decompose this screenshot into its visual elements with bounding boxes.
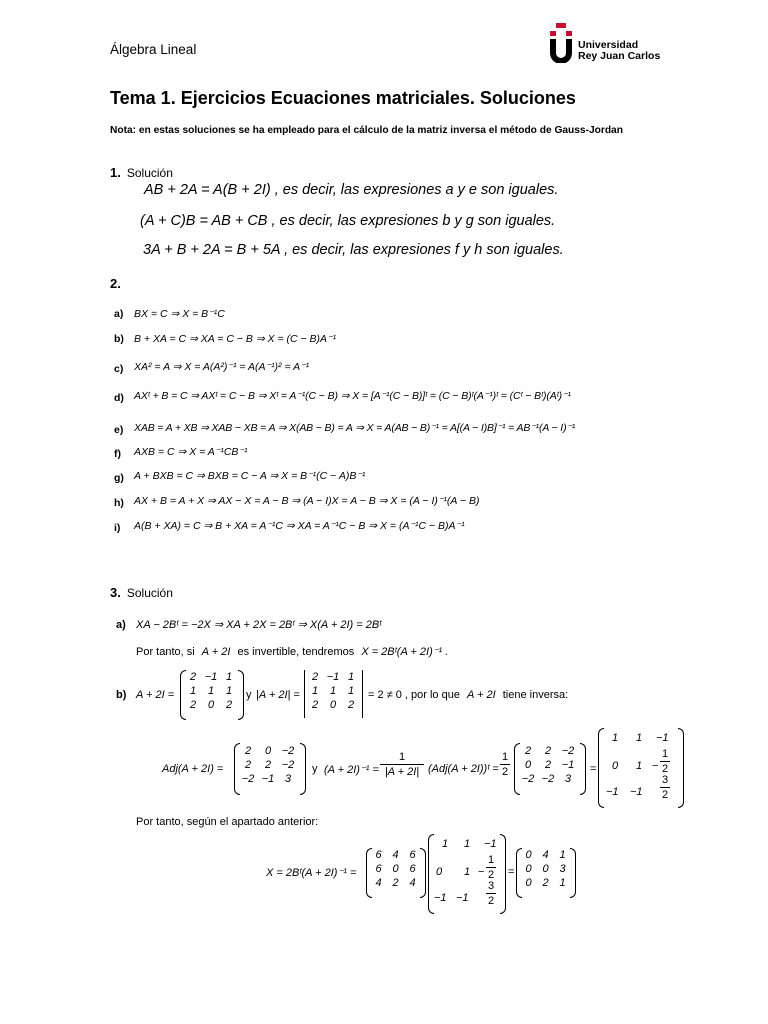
matrix-cell: 3 [564,773,572,785]
matrix-cell: 0 [392,863,399,875]
matrix-cell: 2 [542,877,549,889]
paren [300,743,306,795]
s3-b-det-res3: tiene inversa: [502,689,569,701]
frac-den: 2 [487,869,495,881]
paren [580,743,586,795]
s3-a-text1: Por tanto, si [136,646,195,658]
frac-line [486,893,496,894]
frac-num: 1 [661,748,669,760]
frac-den: 2 [661,789,669,801]
s2-eq-f: AXB = C ⇒ X = A⁻¹CB⁻¹ [134,446,248,458]
frac-neg-half [486,854,496,881]
s3-a-text [136,645,448,658]
matrix-inverse [604,728,676,806]
matrix-cell: 2 [524,745,532,757]
s3-x-lhs: X = 2Bᵗ(A + 2I)⁻¹ = [266,867,357,879]
matrix-cell: 2 [244,759,252,771]
matrix-cell: 0 [436,866,443,878]
matrix-a2i [184,671,238,711]
matrix-cell: 1 [189,685,197,697]
matrix-cell: 1 [207,685,215,697]
minus-sign: − [652,760,659,772]
matrix-cell: 4 [375,877,382,889]
matrix-cell: −1 [656,732,669,744]
s3-b-det-res: = 2 ≠ 0 , por lo que [368,689,460,701]
s2-label-b: b) [114,333,124,345]
matrix-cell: −1 [204,671,218,683]
matrix-cell: 1 [311,685,319,697]
frac-den: 2 [501,766,509,778]
frac-one-over-det [380,751,424,778]
section-3-number: 3. [110,585,121,600]
minus-sign: − [478,866,485,878]
matrix-cell: −1 [630,786,643,798]
frac-line [660,787,670,788]
frac-line [500,764,510,765]
s3-eq-sign: = [590,763,597,775]
frac-den: 2 [661,763,669,775]
frac-num: 1 [501,751,509,763]
s3-label-a: a) [116,619,126,631]
matrix-cell: 0 [525,849,532,861]
s2-label-d: d) [114,392,124,404]
matrix-cell: −2 [521,773,535,785]
matrix-cell: 4 [542,849,549,861]
university-logo-icon [547,23,575,63]
s2-label-c: c) [114,363,124,375]
page-title: Tema 1. Ejercicios Ecuaciones matriciales. Soluciones [110,88,576,108]
matrix-cell: 1 [347,671,355,683]
matrix-cell: −1 [456,892,469,904]
s3-b-det: |A + 2I| = [256,689,300,701]
matrix-cell: −2 [541,773,555,785]
s2-eq-g: A + BXB = C ⇒ BXB = C − A ⇒ X = B⁻¹(C − A)B⁻¹ [134,470,366,482]
matrix-adj-transposed [518,745,578,785]
s2-label-i: i) [114,522,121,534]
s3-eq-sign-2: = [508,866,515,878]
s3-a-text2: A + 2I [201,646,231,658]
matrix-cell: 2 [189,671,197,683]
det-bar [362,670,363,718]
s2-eq-c: XA² = A ⇒ X = A(A²)⁻¹ = A(A⁻¹)² = A⁻¹ [134,361,310,373]
section-1-number: 1. [110,165,121,180]
s2-eq-i: A(B + XA) = C ⇒ B + XA = A⁻¹C ⇒ XA = A⁻¹C − B ⇒ X = (A⁻¹C − B)A⁻¹ [134,520,465,532]
det-bar [304,670,305,718]
matrix-cell: 0 [612,760,619,772]
matrix-cell: 1 [636,760,643,772]
matrix-cell: 2 [544,745,552,757]
matrix-cell: 1 [464,866,471,878]
s3-label-b: b) [116,689,127,701]
matrix-cell: 6 [409,849,416,861]
matrix-cell: −2 [281,745,295,757]
frac-line [380,764,424,765]
university-line2: Rey Juan Carlos [578,50,661,62]
matrix-cell: 0 [542,863,549,875]
s2-eq-e: XAB = A + XB ⇒ XAB − XB = A ⇒ X(AB − B) = A ⇒ X = A(AB − B)⁻¹ = A[(A − I)B]⁻¹ = AB⁻¹(A − I)⁻¹ [134,422,576,434]
header-subject: Álgebra Lineal [110,42,197,57]
s2-eq-a: BX = C ⇒ X = B⁻¹C [134,308,225,320]
matrix-cell: 4 [392,849,399,861]
matrix-cell: −1 [484,838,497,850]
matrix-cell: 6 [409,863,416,875]
matrix-cell: −2 [241,773,255,785]
matrix-adj [238,745,298,785]
matrix-cell: −2 [561,745,575,757]
s3-inv-lhs: (A + 2I)⁻¹ = [324,764,379,776]
s1-line-2: (A + C)B = AB + CB , es decir, las expresiones b y g son iguales. [140,213,556,229]
matrix-cell: 2 [264,759,272,771]
s3-b-y: y [246,689,252,701]
matrix-cell: 1 [559,849,566,861]
frac-den: 2 [487,895,495,907]
matrix-cell: 1 [347,685,355,697]
matrix-cell: 4 [409,877,416,889]
frac-line [486,867,496,868]
s2-eq-d: AXᵗ + B = C ⇒ AXᵗ = C − B ⇒ Xᵗ = A⁻¹(C − B) ⇒ X = [A⁻¹(C − B)]ᵗ = (C − B)ᵗ(A⁻¹)ᵗ = (Cᵗ − Bᵗ)(Aᵗ)⁻¹ [134,390,571,402]
s3-eq-a: XA − 2Bᵗ = −2X ⇒ XA + 2X = 2Bᵗ ⇒ X(A + 2I) = 2Bᵗ [136,619,382,631]
matrix-cell: 2 [311,671,319,683]
matrix-cell: 1 [612,732,619,744]
s1-line-1: AB + 2A = A(B + 2I) , es decir, las expresiones a y e son iguales. [144,182,559,198]
frac-num: 3 [661,774,669,786]
paren [500,834,506,914]
matrix-cell: 6 [375,849,382,861]
section-2-heading: 2. [110,276,121,291]
matrix-cell: −1 [326,671,340,683]
frac-num: 1 [398,751,406,763]
matrix-cell: 3 [559,863,566,875]
matrix-cell: 1 [559,877,566,889]
s3-b-lhs: A + 2I = [136,689,175,701]
frac-line [660,761,670,762]
frac-den: |A + 2I| [384,766,420,778]
matrix-cell: 0 [524,759,532,771]
s3-adj-t: (Adj(A + 2I))ᵗ = [428,763,499,775]
s3-b-det-result [368,689,568,701]
matrix-cell: 2 [347,699,355,711]
matrix-cell: 1 [329,685,337,697]
matrix-cell: 0 [264,745,272,757]
s2-label-f: f) [114,448,121,460]
note: Nota: en estas soluciones se ha empleado para el cálculo de la matriz inversa el método de Gauss-Jordan [110,125,623,136]
paren [570,848,576,898]
matrix-cell: 2 [392,877,399,889]
s2-label-h: h) [114,497,124,509]
s2-eq-h: AX + B = A + X ⇒ AX − X = A − B ⇒ (A − I)X = A − B ⇒ X = (A − I)⁻¹(A − B) [134,495,480,507]
university-line1: Universidad [578,39,639,51]
matrix-cell: −1 [606,786,619,798]
paren [238,670,244,720]
s3-a-text3: es invertible, tendremos [237,646,355,658]
frac-neg-half [660,748,670,775]
s3-adj-lhs: Adj(A + 2I) = [162,763,224,775]
matrix-cell: 6 [375,863,382,875]
matrix-cell: 3 [284,773,292,785]
s1-line-3: 3A + B + 2A = B + 5A , es decir, las expresiones f y h son iguales. [143,242,564,258]
s2-label-e: e) [114,424,124,436]
matrix-2bt [370,849,421,889]
frac-half [500,751,510,778]
section-3-heading [110,585,173,600]
matrix-cell: 1 [442,838,449,850]
matrix-det [306,671,360,711]
matrix-cell: 2 [189,699,197,711]
matrix-result [520,849,571,889]
matrix-cell: 0 [525,863,532,875]
s2-label-g: g) [114,472,124,484]
matrix-cell: 2 [311,699,319,711]
matrix-cell: 1 [464,838,471,850]
section-3-label: Solución [126,586,173,600]
university-name [578,40,660,62]
matrix-cell: 1 [636,732,643,744]
matrix-cell: 0 [329,699,337,711]
frac-three-halves [660,774,670,801]
s2-label-a: a) [114,308,124,320]
section-1-heading [110,165,173,180]
matrix-cell: 1 [225,685,233,697]
s3-b-det-res2: A + 2I [467,689,496,701]
matrix-cell: −1 [561,759,575,771]
paren [420,848,426,898]
frac-num: 1 [487,854,495,866]
matrix-cell: 0 [207,699,215,711]
s3-text-final: Por tanto, según el apartado anterior: [136,816,319,828]
s3-adj-y: y [312,763,318,775]
frac-num: 3 [487,880,495,892]
matrix-cell: −1 [434,892,447,904]
section-1-label: Solución [126,166,173,180]
matrix-cell: −1 [261,773,275,785]
matrix-cell: 2 [544,759,552,771]
matrix-inverse-2 [434,834,506,912]
frac-three-halves [486,880,496,907]
s3-a-text4: X = 2Bᵗ(A + 2I)⁻¹ . [361,646,449,658]
matrix-cell: 0 [525,877,532,889]
s2-eq-b: B + XA = C ⇒ XA = C − B ⇒ X = (C − B)A⁻¹ [134,333,337,345]
paren [678,728,684,808]
matrix-cell: 1 [225,671,233,683]
matrix-cell: 2 [225,699,233,711]
matrix-cell: −2 [281,759,295,771]
matrix-cell: 2 [244,745,252,757]
